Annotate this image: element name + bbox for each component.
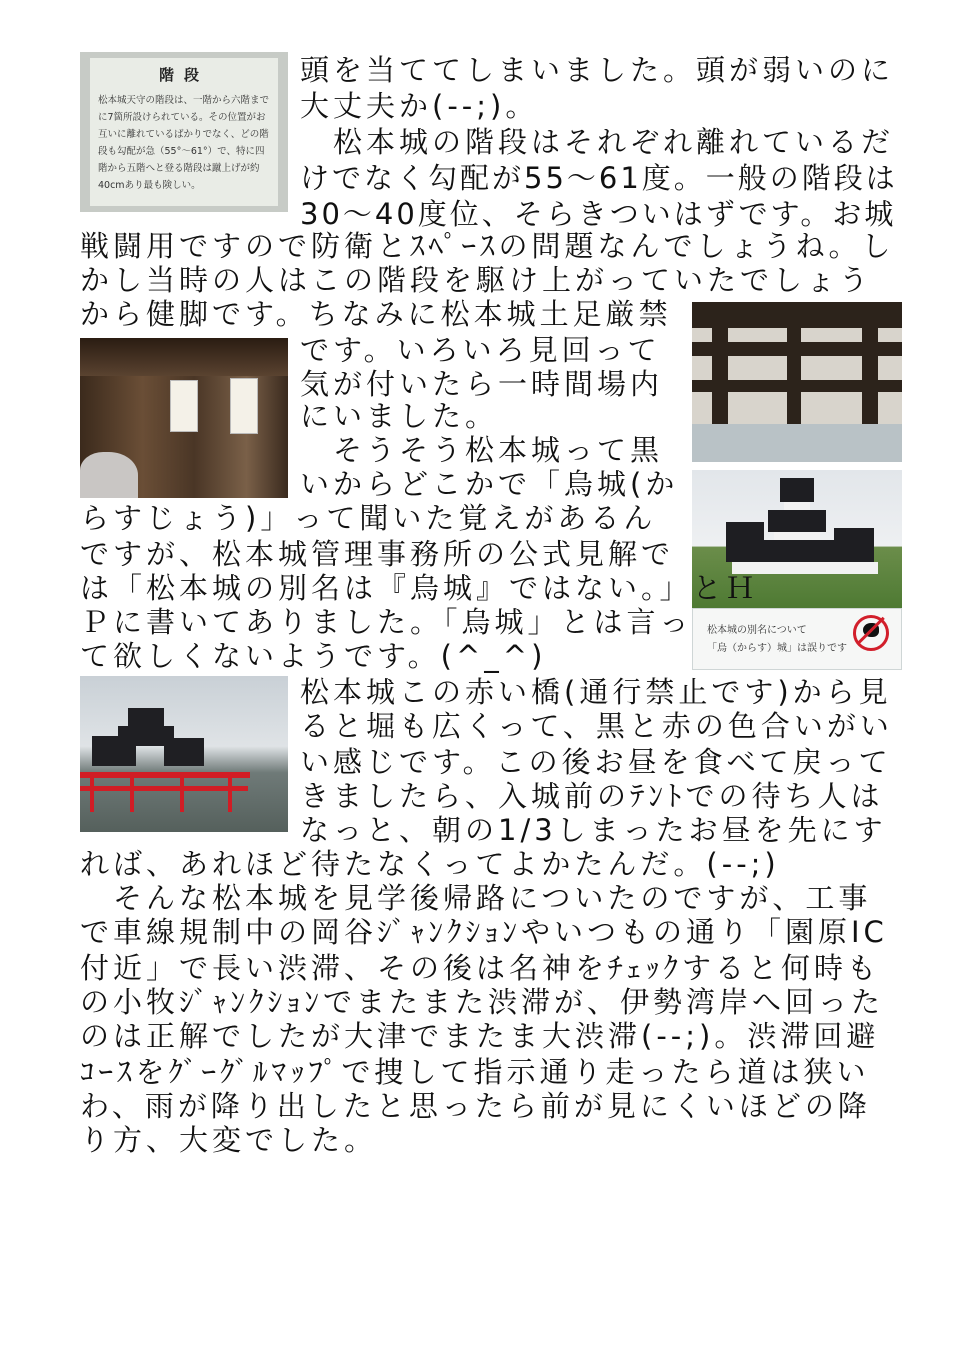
- sock-foot: [80, 452, 138, 498]
- text-line: の小牧ｼﾞｬﾝｸｼｮﾝでまたまた渋滞が、伊勢湾岸へ回った: [80, 985, 885, 1019]
- crow-sign-line1: 松本城の別名について: [707, 625, 807, 636]
- window-view: [692, 424, 902, 462]
- floor-note-1: [170, 380, 198, 432]
- text-line: 松本城この赤い橋(通行禁止です)から見: [300, 675, 892, 709]
- text-line: Ｐに書いてありました。「烏城」とは言っ: [80, 605, 693, 639]
- text-line: らすじょう)」って聞いた覚えがあるん: [80, 501, 657, 535]
- prohibited-icon: [853, 615, 889, 651]
- red-bridge-photo: [80, 676, 288, 832]
- text-line: ると堀も広くって、黒と赤の色合いがい: [300, 709, 893, 743]
- text-line: なっと、朝の1/3しまったお昼を先にす: [300, 813, 887, 847]
- floor-note-2: [230, 378, 258, 434]
- floor-notice-photo: [80, 338, 288, 498]
- text-line: 気が付いたら一時間場内: [300, 367, 664, 401]
- text-line: で車線規制中の岡谷ｼﾞｬﾝｸｼｮﾝやいつもの通り「園原IC: [80, 915, 888, 949]
- sign-panel: [90, 58, 278, 206]
- text-line: は「松本城の別名は『烏城』ではない。」とＨ: [80, 571, 759, 605]
- text-line: て欲しくないようです。(^_^): [80, 639, 547, 673]
- sign-body: 松本城天守の階段は、一階から六階までに7箇所設けられている。その位置がお互いに離れているばかりでなく、どの階段も勾配が急（55°～61°）で、特に四階から五階へと登る階段は蹴上げが約40cmあり最も険しい。: [98, 95, 270, 191]
- text-line: かし当時の人はこの階段を駆け上がっていたでしょう: [80, 263, 873, 297]
- text-line: わ、雨が降り出したと思ったら前が見にくいほどの降: [80, 1089, 871, 1123]
- crow-sign-line2: 「烏（からす）城」は誤りです: [707, 643, 847, 654]
- ceiling-beams-photo: [692, 302, 902, 462]
- text-line: から健脚です。ちなみに松本城土足厳禁: [80, 297, 672, 331]
- text-line: 松本城の階段はそれぞれ離れているだ: [300, 125, 895, 159]
- stairs-sign-photo: [80, 52, 288, 212]
- sign-title: 階段: [158, 66, 209, 84]
- text-line: い感じです。この後お昼を食べて戻って: [300, 745, 892, 779]
- text-line: 付近」で長い渋滞、その後は名神をﾁｪｯｸすると何時も: [80, 951, 881, 985]
- text-line: そんな松本城を見学後帰路についたのですが、工事: [80, 881, 872, 915]
- text-line: 頭を当ててしまいました。頭が弱いのに: [300, 53, 895, 87]
- text-line: ですが、松本城管理事務所の公式見解で: [80, 537, 675, 571]
- text-line: いからどこかで「烏城(か: [300, 467, 679, 501]
- text-line: れば、あれほど待たなくってよかたんだ。(--;): [80, 847, 780, 881]
- text-line: 大丈夫か(--;)。: [300, 89, 539, 123]
- text-line: けでなく勾配が55～61度。一般の階段は: [300, 161, 898, 195]
- text-line: にいました。: [300, 399, 499, 433]
- text-line: そうそう松本城って黒: [300, 433, 664, 467]
- text-line: 戦闘用ですので防衛とｽﾍﾟｰｽの問題なんでしょうね。し: [80, 229, 895, 263]
- text-line: り方、大変でした。: [80, 1123, 378, 1157]
- text-line: です。いろいろ見回って: [300, 333, 661, 367]
- crow-castle-sign: [692, 608, 902, 670]
- text-line: きましたら、入城前のﾃﾝﾄでの待ち人は: [300, 779, 884, 813]
- wooden-beam: [80, 338, 288, 376]
- text-line: ｺｰｽをｸﾞｰｸﾞﾙﾏｯﾌﾟで捜して指示通り走ったら道は狭い: [80, 1055, 870, 1089]
- text-line: のは正解でしたが大津でまたま大渋滞(--;)。渋滞回避: [80, 1019, 880, 1053]
- text-line: 30～40度位、そらきついはずです。お城: [300, 197, 897, 231]
